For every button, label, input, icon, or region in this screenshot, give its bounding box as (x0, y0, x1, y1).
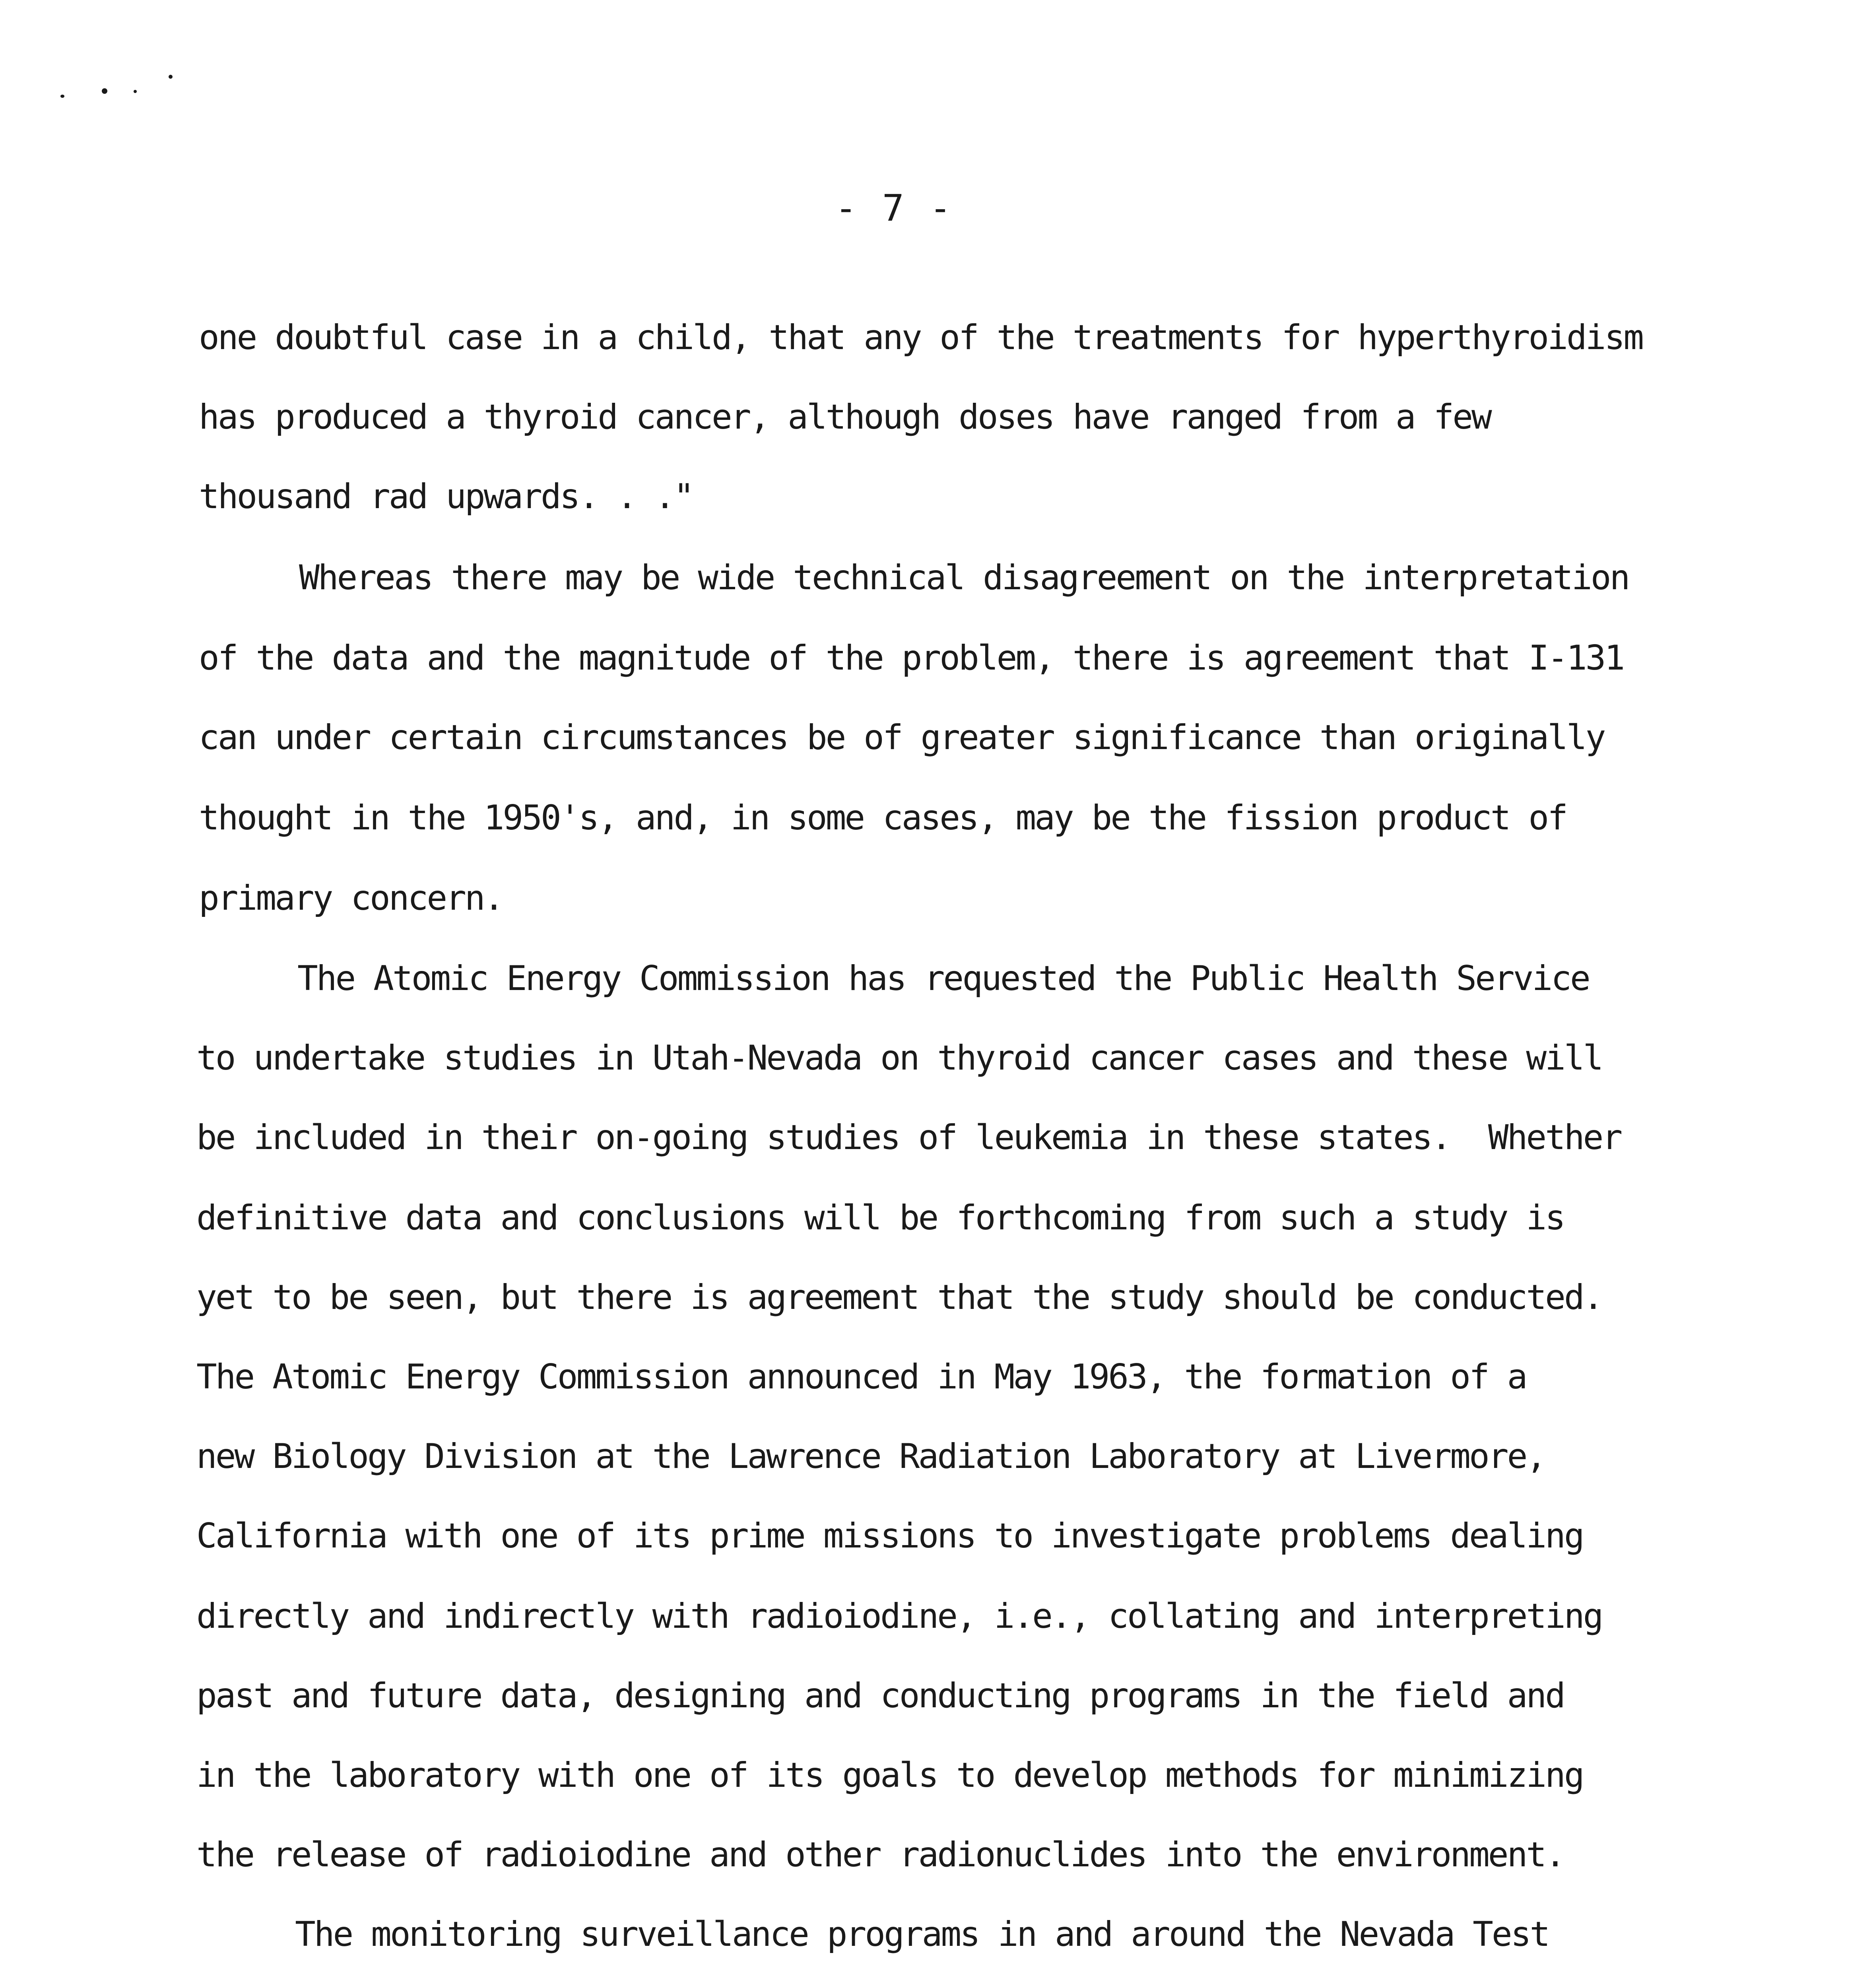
scan-mark (60, 95, 64, 98)
scan-mark (134, 90, 137, 93)
text-line: The Atomic Energy Commission has requested the Public Health Service (297, 959, 1589, 998)
text-line: California with one of its prime missions to investigate problems dealing (196, 1516, 1583, 1556)
text-line: of the data and the magnitude of the problem, there is agreement that I-131 (199, 638, 1624, 678)
text-line: thought in the 1950's, and, in some cases, may be the fission product of (199, 798, 1566, 838)
text-line: The monitoring surveillance programs in and around the Nevada Test (295, 1914, 1549, 1954)
text-line: directly and indirectly with radioiodine, i.e., collating and interpreting (196, 1596, 1602, 1636)
text-line: primary concern. (199, 878, 503, 918)
text-line: past and future data, designing and conducting programs in the field and (196, 1676, 1564, 1716)
text-line: in the laboratory with one of its goals to develop methods for minimizing (196, 1755, 1583, 1795)
text-line: has produced a thyroid cancer, although doses have ranged from a few (199, 397, 1491, 437)
scan-mark (169, 75, 173, 79)
text-line: definitive data and conclusions will be forthcoming from such a study is (196, 1198, 1564, 1238)
text-line: thousand rad upwards. . ." (199, 477, 693, 516)
text-line: The Atomic Energy Commission announced in May 1963, the formation of a (196, 1357, 1526, 1397)
text-line: the release of radioiodine and other radionuclides into the environment. (196, 1835, 1564, 1875)
text-line: yet to be seen, but there is agreement that the study should be conducted. (196, 1277, 1602, 1317)
text-line: one doubtful case in a child, that any of the treatments for hyperthyroidism (199, 318, 1643, 357)
text-line: Whereas there may be wide technical disagreement on the interpretation (299, 558, 1629, 598)
scan-mark (102, 88, 107, 94)
text-line: new Biology Division at the Lawrence Radiation Laboratory at Livermore, (196, 1437, 1545, 1476)
text-line: be included in their on-going studies of leukemia in these states. Whether (196, 1118, 1621, 1157)
page-number: - 7 - (835, 187, 953, 229)
text-line: to undertake studies in Utah-Nevada on thyroid cancer cases and these will (196, 1038, 1602, 1078)
text-line: can under certain circumstances be of greater significance than originally (199, 718, 1605, 757)
